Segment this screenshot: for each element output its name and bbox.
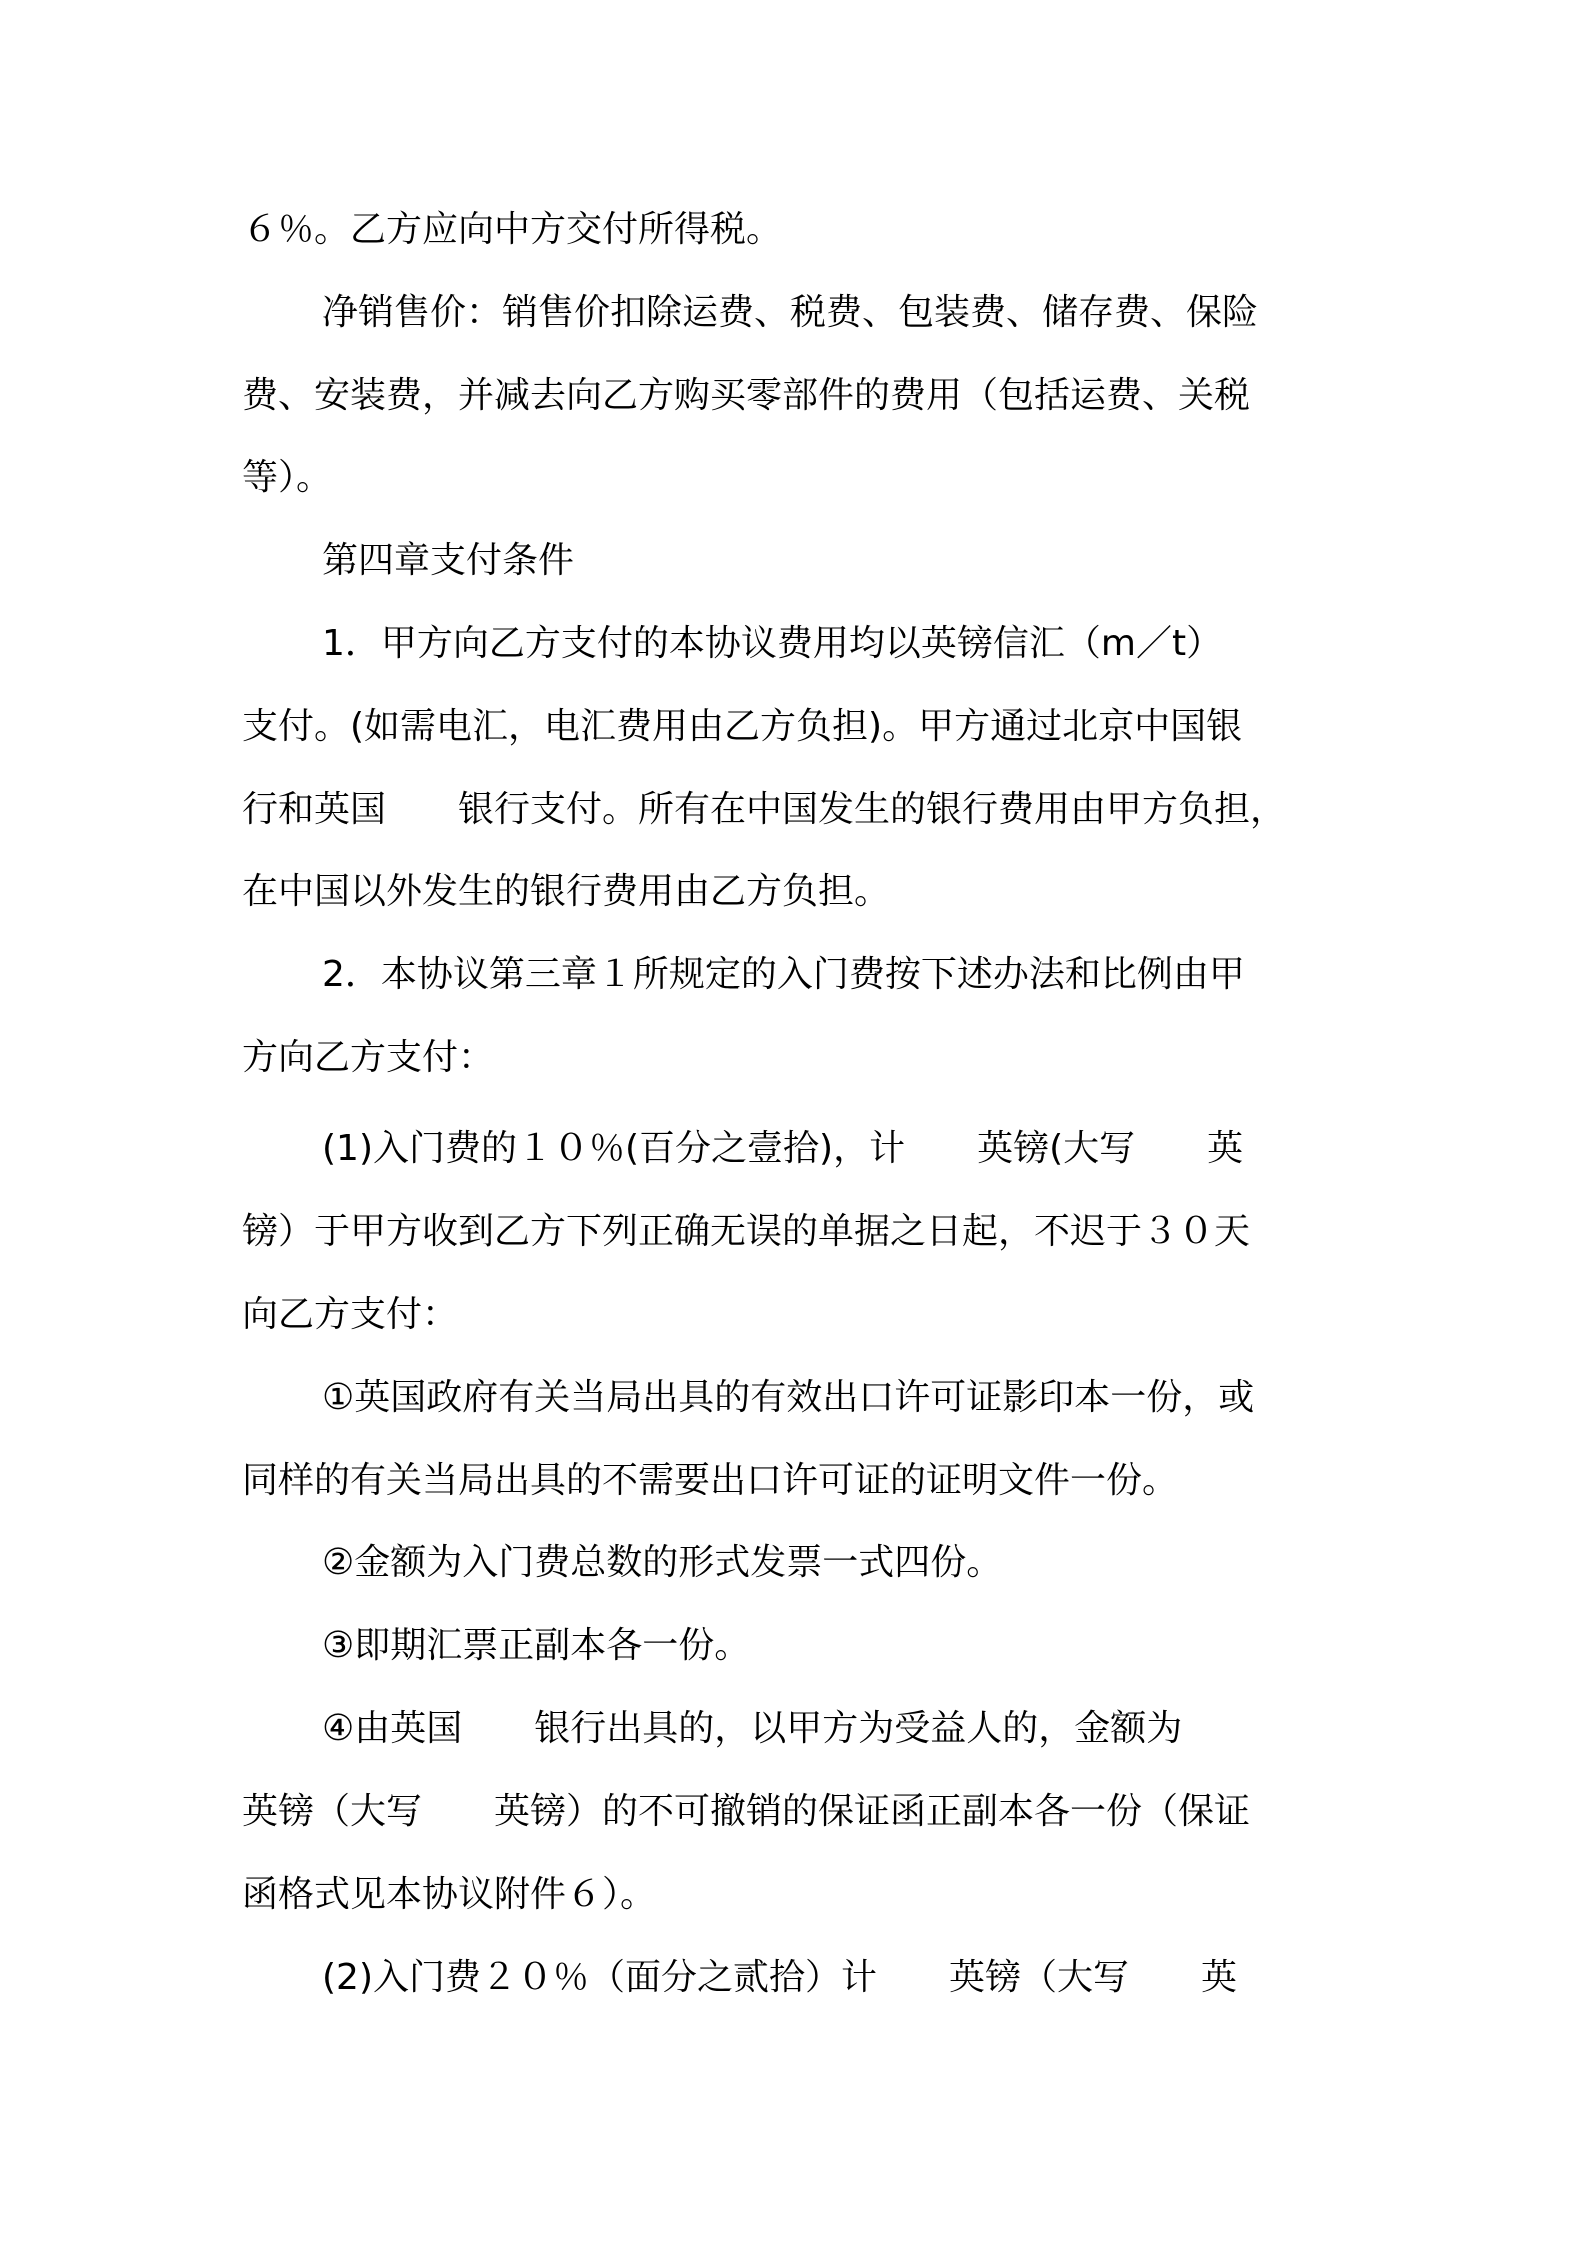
text-line: 英镑（大写 英镑）的不可撤销的保证函正副本各一份（保证 <box>242 1791 1251 1832</box>
text-line: 行和英国 银行支付。所有在中国发生的银行费用由甲方负担， <box>242 789 1287 830</box>
text-line: 费、安装费，并减去向乙方购买零部件的费用（包括运费、关税 <box>242 375 1251 416</box>
text-line: 同样的有关当局出具的不需要出口许可证的证明文件一份。 <box>242 1460 1179 1501</box>
text-line: ④由英国 银行出具的，以甲方为受益人的，金额为 <box>322 1708 1183 1749</box>
text-line: 向乙方支付： <box>242 1294 459 1335</box>
text-line: (2)入门费２０％（面分之贰拾）计 英镑（大写 英 <box>322 1957 1237 1998</box>
text-line: 等）。 <box>242 457 333 498</box>
chapter-heading: 第四章支付条件 <box>322 540 575 581</box>
text-line: 方向乙方支付： <box>242 1037 495 1078</box>
text-line: ②金额为入门费总数的形式发票一式四份。 <box>322 1542 1003 1583</box>
text-line: ①英国政府有关当局出具的有效出口许可证影印本一份，或 <box>322 1377 1255 1418</box>
text-line: 镑）于甲方收到乙方下列正确无误的单据之日起，不迟于３０天 <box>242 1211 1251 1252</box>
text-line: 2．本协议第三章１所规定的入门费按下述办法和比例由甲 <box>322 954 1245 995</box>
text-line: (1)入门费的１０％(百分之壹拾)，计 英镑(大写 英 <box>322 1128 1244 1169</box>
text-line: 支付。(如需电汇，电汇费用由乙方负担)。甲方通过北京中国银 <box>242 706 1243 747</box>
text-line: 函格式见本协议附件６）。 <box>242 1874 657 1915</box>
text-line: 在中国以外发生的银行费用由乙方负担。 <box>242 871 891 912</box>
text-line: 净销售价：销售价扣除运费、税费、包装费、储存费、保险 <box>322 292 1259 333</box>
text-line: ６％。乙方应向中方交付所得税。 <box>242 209 783 250</box>
text-line: ③即期汇票正副本各一份。 <box>322 1625 751 1666</box>
text-line: 1．甲方向乙方支付的本协议费用均以英镑信汇（m／t） <box>322 623 1223 664</box>
